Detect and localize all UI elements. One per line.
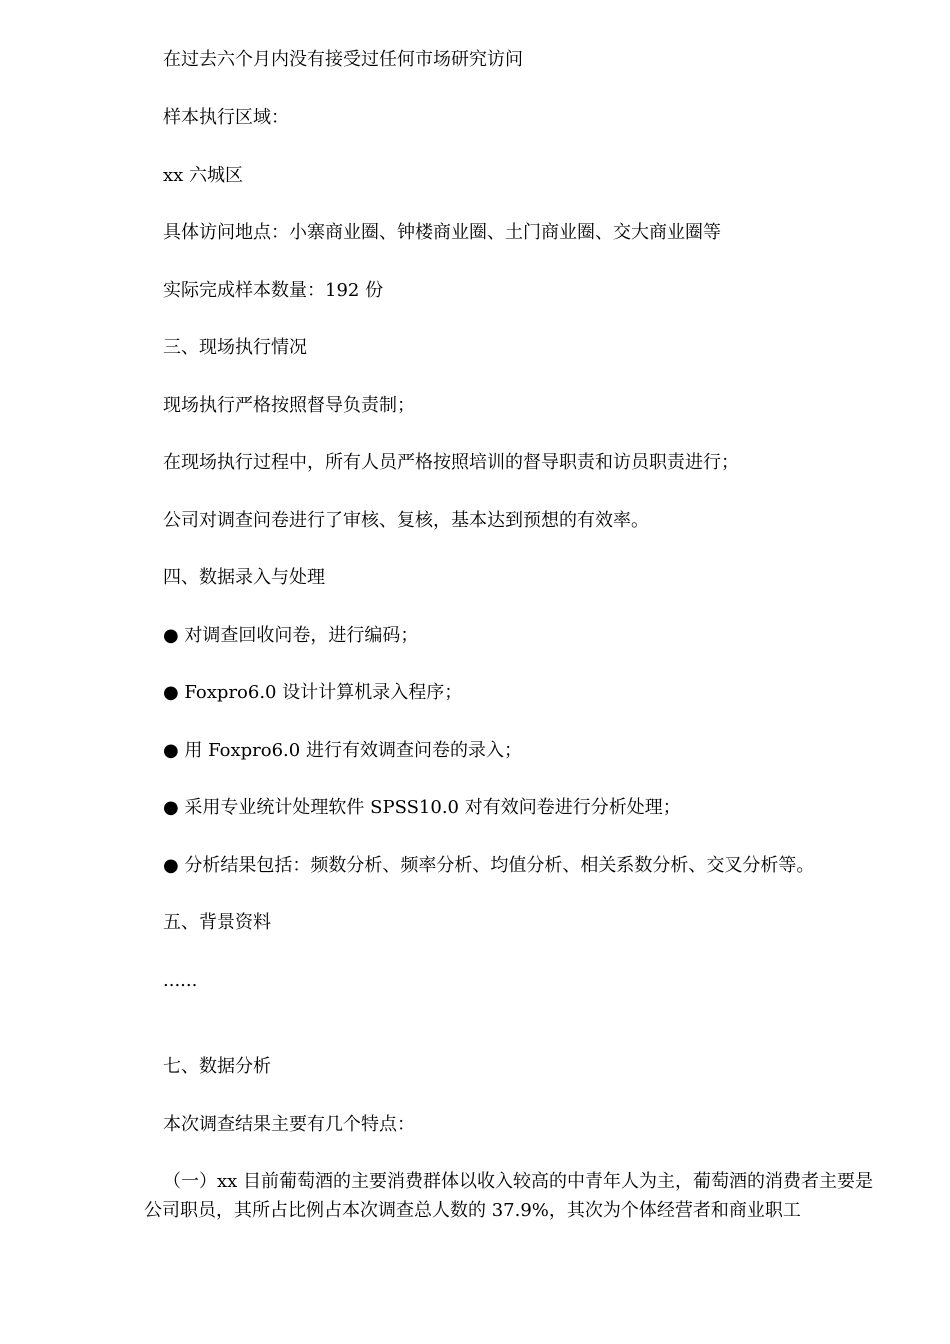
- section-heading: 三、现场执行情况: [163, 337, 307, 358]
- section-heading: 七、数据分析: [163, 1056, 271, 1077]
- text-line: 现场执行严格按照督导负责制；: [163, 395, 415, 416]
- text-line: 公司对调查问卷进行了审核、复核，基本达到预想的有效率。: [163, 510, 649, 531]
- text-line: 实际完成样本数量：192 份: [163, 280, 384, 301]
- section-heading: 四、数据录入与处理: [163, 567, 325, 588]
- text-line: 本次调查结果主要有几个特点：: [163, 1114, 415, 1135]
- text-line: 具体访问地点：小寨商业圈、钟楼商业圈、土门商业圈、交大商业圈等: [163, 222, 721, 243]
- text-line: 样本执行区域：: [163, 107, 289, 128]
- ellipsis-text: ......: [163, 970, 198, 991]
- text-line: 在过去六个月内没有接受过任何市场研究访问: [163, 49, 523, 70]
- bullet-item: ● 用 Foxpro6.0 进行有效调查问卷的录入；: [163, 740, 522, 761]
- text-line: 在现场执行过程中，所有人员严格按照培训的督导职责和访员职责进行；: [163, 452, 739, 473]
- bullet-item: ● 分析结果包括：频数分析、频率分析、均值分析、相关系数分析、交叉分析等。: [163, 855, 815, 876]
- bullet-item: ● Foxpro6.0 设计计算机录入程序；: [163, 682, 463, 703]
- text-line: xx 六城区: [163, 165, 244, 186]
- section-heading: 五、背景资料: [163, 912, 271, 933]
- bullet-item: ● 对调查回收问卷，进行编码；: [163, 625, 419, 646]
- body-paragraph: （一）xx 目前葡萄酒的主要消费群体以收入较高的中青年人为主，葡萄酒的消费者主要是公司职员，其所占比例占本次调查总人数的 37.9%，其次为个体经营者和商业职工: [144, 1171, 874, 1221]
- bullet-item: ● 采用专业统计处理软件 SPSS10.0 对有效问卷进行分析处理；: [163, 797, 681, 818]
